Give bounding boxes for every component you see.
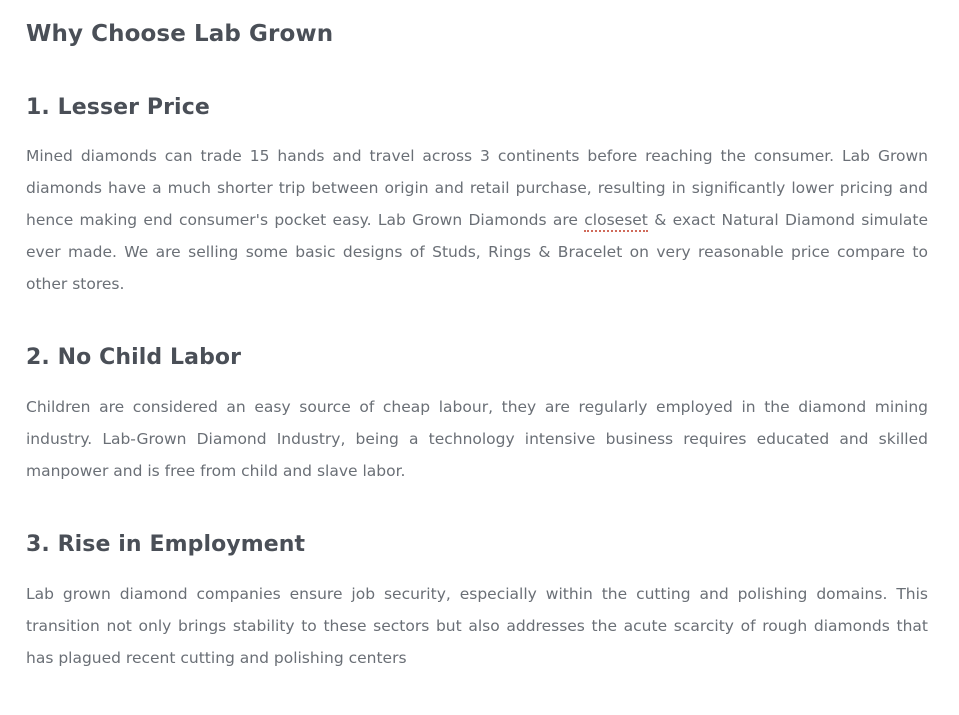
section-paragraph-rise-in-employment: Lab grown diamond companies ensure job security, especially within the cutting and polishing domains. This transition not only brings stability to these sectors but also addresses the acute scarcity of rough diamonds that has plagued recent cutting and polishing centers [26,584,928,667]
paragraph-text-part-2: & exact Natural Diamond simulate ever made. We are selling some basic designs of Studs, Rings & Bracelet on very reasonable price compare to other stores. [26,211,928,294]
page-title: Why Choose Lab Grown [26,21,334,47]
section-heading-lesser-price: 1. Lesser Price [26,94,210,120]
section-heading-rise-in-employment: 3. Rise in Employment [26,532,306,558]
paragraph-text-part-1: Mined diamonds can trade 15 hands and travel across 3 continents before reaching the consumer. Lab Grown diamonds have a much shorter trip between origin and retail purchase, resulting in significantly lower pricing and hence making end consumer's pocket easy. Lab Grown Diamonds are [26,147,928,230]
section-heading-no-child-labor: 2. No Child Labor [26,345,242,371]
section-paragraph-no-child-labor: Children are considered an easy source of cheap labour, they are regularly employed in the diamond mining industry. Lab-Grown Diamond Industry, being a technology intensive business requires educated and skilled manpower and is free from child and slave labor. [26,398,928,481]
section-paragraph-lesser-price [26,140,928,300]
misspelled-word[interactable]: closeset [584,211,648,232]
